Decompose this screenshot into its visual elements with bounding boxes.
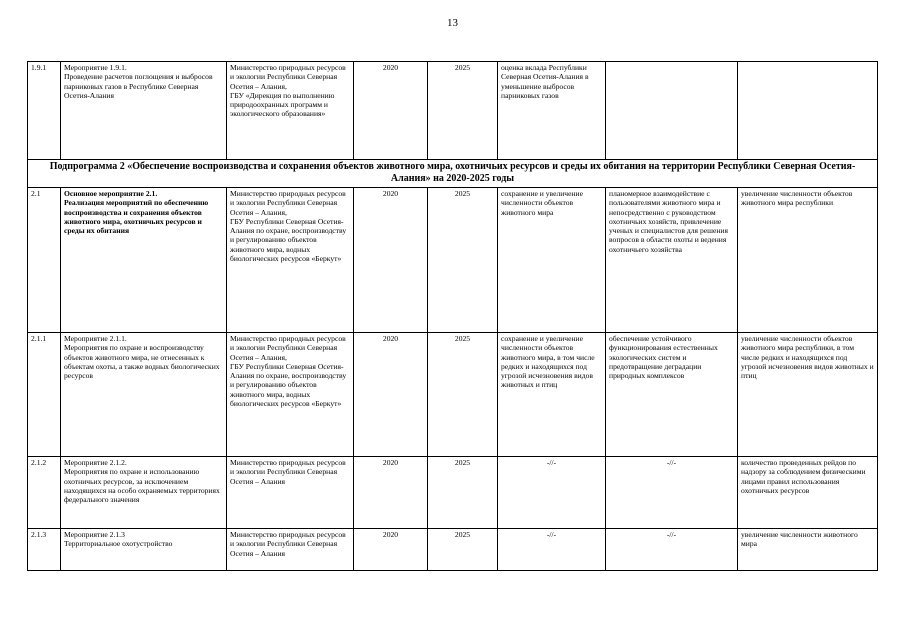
end-year: 2025 <box>428 529 498 571</box>
start-year: 2020 <box>354 333 428 457</box>
start-year: 2020 <box>354 457 428 529</box>
start-year: 2020 <box>354 529 428 571</box>
consequences: обеспечение устойчивого функционирования естественных экологических систем и предотвращение деградации природных комплексов <box>606 333 738 457</box>
expected-result: сохранение и увеличение численности объектов животного мира, в том числе редких и находящихся под угрозой исчезновения видов животных и птиц <box>498 333 606 457</box>
row-number: 1.9.1 <box>28 62 61 160</box>
end-year: 2025 <box>428 457 498 529</box>
executor: Министерство природных ресурсов и экологии Республики Северная Осетия – Алания <box>227 529 354 571</box>
executor: Министерство природных ресурсов и экологии Республики Северная Осетия – Алания <box>227 457 354 529</box>
consequences <box>606 62 738 160</box>
table-row <box>28 62 878 160</box>
row-number: 2.1.3 <box>28 529 61 571</box>
expected-result: оценка вклада Республики Северная Осетия-Алания в уменьшение выбросов парниковых газов <box>498 62 606 160</box>
indicator: количество проведенных рейдов по надзору за соблюдением физическими лицами правил использования охотничьих ресурсов <box>738 457 878 529</box>
indicator: увеличение численности животного мира <box>738 529 878 571</box>
start-year: 2020 <box>354 188 428 333</box>
activity-name: Мероприятие 1.9.1. Проведение расчетов поглощения и выбросов парниковых газов в Республике Северная Осетия-Алания <box>61 62 227 160</box>
table-row <box>28 333 878 457</box>
activities-table <box>27 61 878 571</box>
indicator: увеличение численности объектов животного мира республики <box>738 188 878 333</box>
consequences: -//- <box>606 457 738 529</box>
end-year: 2025 <box>428 62 498 160</box>
activity-name: Мероприятие 2.1.3 Территориальное охотустройство <box>61 529 227 571</box>
activity-name: Основное мероприятие 2.1. Реализация мероприятий по обеспечению воспроизводства и сохранения объектов животного мира, охотничьих ресурсов и среды их обитания <box>61 188 227 333</box>
activity-name: Мероприятие 2.1.1. Мероприятия по охране и воспроизводству объектов животного мира, не отнесенных к объектам охоты, а также водных биологических ресурсов <box>61 333 227 457</box>
table-row <box>28 188 878 333</box>
consequences: планомерное взаимодействие с пользователями животного мира и непосредственно с руководством охотничьих хозяйств, привлечение ученых и специалистов для решения вопросов в области охоты и ведения охотничьего хозяйства <box>606 188 738 333</box>
indicator <box>738 62 878 160</box>
executor: Министерство природных ресурсов и экологии Республики Северная Осетия – Алания, ГБУ Республики Северная Осетия-Алания по охране, воспроизводству и регулированию объектов животного мира, водных биологических ресурсов «Беркут» <box>227 333 354 457</box>
expected-result: -//- <box>498 529 606 571</box>
executor: Министерство природных ресурсов и экологии Республики Северная Осетия – Алания, ГБУ Республики Северная Осетия-Алания по охране, воспроизводству и регулированию объектов животного мира, водных биологических ресурсов «Беркут» <box>227 188 354 333</box>
row-number: 2.1 <box>28 188 61 333</box>
subprogram-heading: Подпрограмма 2 «Обеспечение воспроизводства и сохранения объектов животного мира, охотничьих ресурсов и среды их обитания на территории Республики Северная Осетия-Алания» на 2020-2025 годы <box>28 160 878 188</box>
expected-result: сохранение и увеличение численности объектов животного мира <box>498 188 606 333</box>
end-year: 2025 <box>428 188 498 333</box>
subprogram-heading-row <box>28 160 878 188</box>
indicator: увеличение численности объектов животного мира республики, в том числе редких и находящихся под угрозой исчезновения видов животных и птиц <box>738 333 878 457</box>
start-year: 2020 <box>354 62 428 160</box>
consequences: -//- <box>606 529 738 571</box>
table-row <box>28 529 878 571</box>
row-number: 2.1.2 <box>28 457 61 529</box>
expected-result: -//- <box>498 457 606 529</box>
table-row <box>28 457 878 529</box>
row-number: 2.1.1 <box>28 333 61 457</box>
end-year: 2025 <box>428 333 498 457</box>
activity-name: Мероприятие 2.1.2. Мероприятия по охране и использованию охотничьих ресурсов, за исключением находящихся на особо охраняемых территориях федерального значения <box>61 457 227 529</box>
executor: Министерство природных ресурсов и экологии Республики Северная Осетия – Алания, ГБУ «Дирекция по выполнению природоохранных программ и экологического образования» <box>227 62 354 160</box>
page-number: 13 <box>447 17 458 29</box>
